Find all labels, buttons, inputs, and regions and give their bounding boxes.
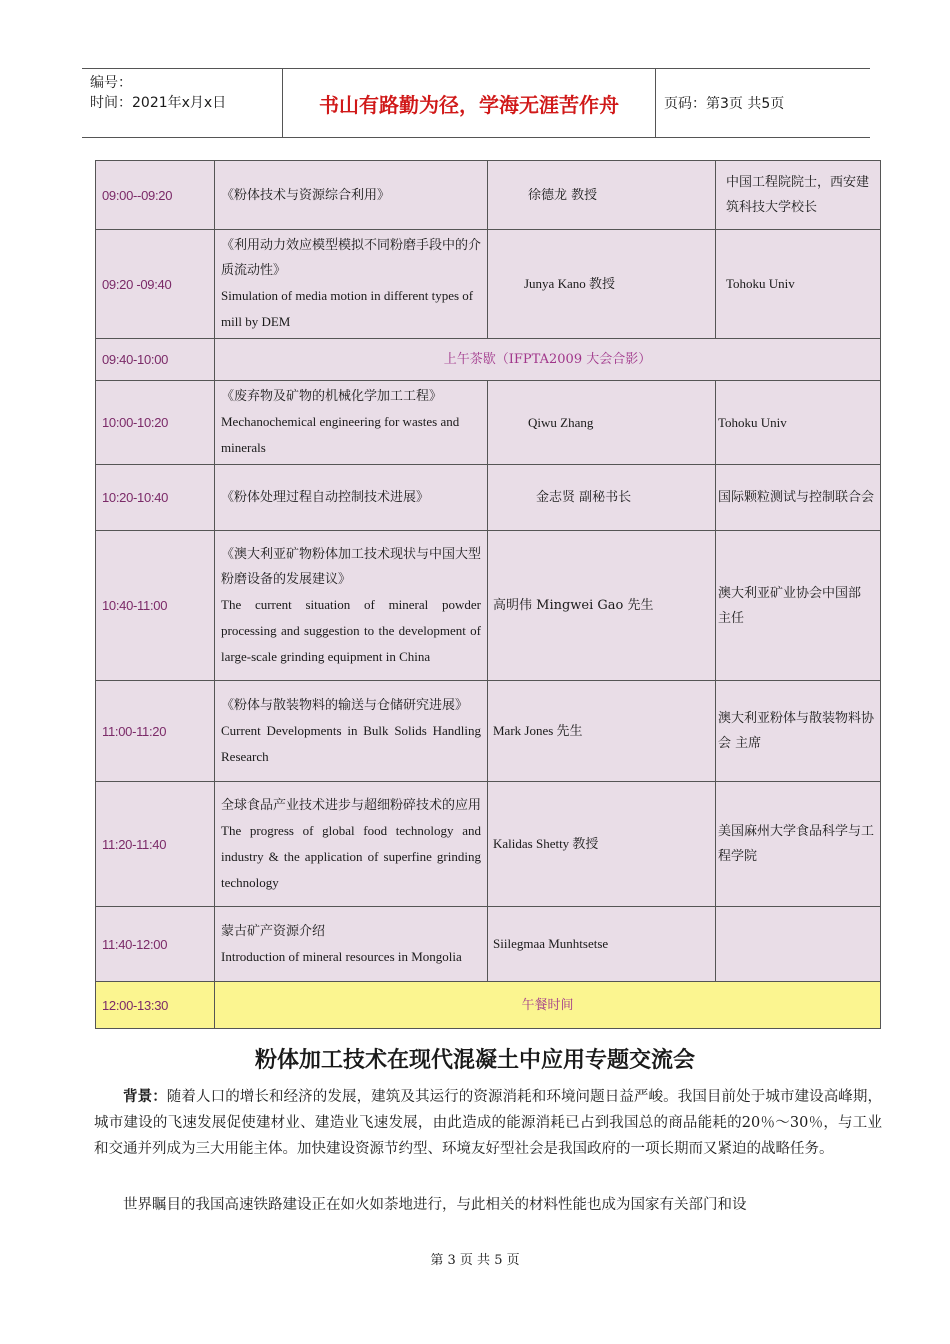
speaker-cell (488, 681, 716, 782)
time-cell: 09:40-10:00 (96, 339, 215, 381)
topic-cn: 《废弃物及矿物的机械化学加工工程》 (221, 389, 443, 404)
org-cell (716, 681, 881, 782)
speaker-name: 高明伟 Mingwei Gao 先生 (493, 598, 654, 613)
topic-en: The progress of global food technology and industry & the application of superfine grinding technology (221, 822, 481, 890)
table-row (96, 982, 881, 1029)
table-row (96, 681, 881, 782)
time-cell: 11:00-11:20 (96, 681, 215, 782)
table-row (96, 230, 881, 339)
topic-en: Mechanochemical engineering for wastes and minerals (221, 414, 460, 455)
time-cell: 12:00-13:30 (96, 982, 215, 1029)
topic-en: Introduction of mineral resources in Mongolia (221, 948, 462, 964)
org-name: Tohoku Univ (718, 414, 787, 430)
background-label: 背景： (123, 1088, 167, 1105)
topic-cell (215, 782, 488, 907)
speaker-cell (488, 381, 716, 465)
speaker-name: 徐德龙 教授 (528, 187, 598, 203)
speaker-name: Siilegmaa Munhtsetse (493, 936, 609, 951)
speaker-cell (488, 465, 716, 531)
table-row (96, 465, 881, 531)
topic-cn: 《粉体与散装物料的输送与仓储研究进展》 (221, 697, 469, 713)
topic-cell (215, 465, 488, 531)
header-meta (82, 69, 283, 137)
topic-cell (215, 531, 488, 681)
table-row (96, 381, 881, 465)
time-cell: 11:20-11:40 (96, 782, 215, 907)
time-cell: 11:40-12:00 (96, 907, 215, 982)
org-cell (716, 531, 881, 681)
event-cell: 午餐时间 (215, 982, 881, 1029)
org-name: 澳大利亚粉体与散装物料协会 主席 (718, 711, 875, 751)
table-row (96, 531, 881, 681)
speaker-name: Mark Jones 先生 (493, 723, 583, 738)
speaker-cell (488, 907, 716, 982)
topic-cn: 《澳大利亚矿物粉体加工技术现状与中国大型粉磨设备的发展建议》 (221, 546, 482, 587)
paragraph-rail: 世界瞩目的我国高速铁路建设正在如火如荼地进行，与此相关的材料性能也成为国家有关部门和设 (123, 1197, 747, 1213)
topic-cn: 《粉体技术与资源综合利用》 (221, 187, 391, 203)
topic-cell (215, 161, 488, 230)
header-motto: 书山有路勤为径，学海无涯苦作舟 (283, 69, 656, 137)
topic-cell (215, 907, 488, 982)
speaker-cell (488, 782, 716, 907)
time-cell: 09:00--09:20 (96, 161, 215, 230)
org-name: 美国麻州大学食品科学与工程学院 (718, 824, 875, 864)
org-cell (716, 465, 881, 531)
org-name: 澳大利亚矿业协会中国部 主任 (718, 585, 862, 626)
topic-cn: 全球食品产业技术进步与超细粉碎技术的应用 (221, 797, 482, 813)
org-cell (716, 381, 881, 465)
topic-cell (215, 230, 488, 339)
topic-cn: 《粉体处理过程自动控制技术进展》 (221, 490, 430, 505)
table-row (96, 782, 881, 907)
speaker-name: Qiwu Zhang (528, 414, 594, 430)
topic-cell (215, 681, 488, 782)
number-label: 编号： (90, 75, 132, 91)
speaker-cell (488, 531, 716, 681)
org-name: 中国工程院院士，西安建筑科技大学校长 (726, 175, 870, 215)
topic-cn: 《利用动力效应模型模拟不同粉磨手段中的介质流动性》 (221, 238, 482, 278)
speaker-cell (488, 230, 716, 339)
org-cell (716, 230, 881, 339)
page-footer: 第 3 页 共 5 页 (430, 1253, 520, 1268)
time-cell: 09:20 -09:40 (96, 230, 215, 339)
topic-cell (215, 381, 488, 465)
schedule-table (95, 160, 881, 1029)
time-label: 时间：2021年x月x日 (90, 95, 227, 111)
paragraph-text: 随着人口的增长和经济的发展，建筑及其运行的资源消耗和环境问题日益严峻。我国目前处于城市建设高峰期，城市建设的飞速发展促使建材业、建造业飞速发展，由此造成的能源消耗已占到我国总的商品能耗的20％～30％，与工业和交通并列成为三大用能主体。加快建设资源节约型、环境友好型社会是我国政府的一项长期而又紧迫的战略任务。 (94, 1089, 882, 1157)
event-cell: 上午茶歇（IFPTA2009 大会合影） (215, 339, 881, 381)
table-row (96, 907, 881, 982)
header-page-info: 页码：第3页 共5页 (664, 96, 785, 112)
topic-en: Simulation of media motion in different types of mill by DEM (221, 288, 474, 329)
time-cell: 10:00-10:20 (96, 381, 215, 465)
time-cell: 10:20-10:40 (96, 465, 215, 531)
org-name: 国际颗粒测试与控制联合会 (718, 490, 875, 505)
time-cell: 10:40-11:00 (96, 531, 215, 681)
topic-en: Current Developments in Bulk Solids Handling Research (221, 722, 481, 764)
paragraph-background (94, 1084, 882, 1162)
speaker-name: Kalidas Shetty 教授 (493, 836, 599, 851)
section-title: 粉体加工技术在现代混凝土中应用专题交流会 (254, 1048, 695, 1073)
org-cell (716, 907, 881, 982)
org-cell (716, 782, 881, 907)
page-header (82, 68, 870, 138)
speaker-name: 金志贤 副秘书长 (536, 490, 632, 505)
topic-en: The current situation of mineral powder processing and suggestion to the development of large-scale grinding equipment in China (221, 596, 481, 664)
speaker-cell (488, 161, 716, 230)
table-row (96, 161, 881, 230)
topic-cn: 蒙古矿产资源介绍 (221, 923, 326, 939)
org-cell (716, 161, 881, 230)
table-row (96, 339, 881, 381)
speaker-name: Junya Kano 教授 (524, 276, 615, 291)
org-name: Tohoku Univ (726, 276, 795, 291)
